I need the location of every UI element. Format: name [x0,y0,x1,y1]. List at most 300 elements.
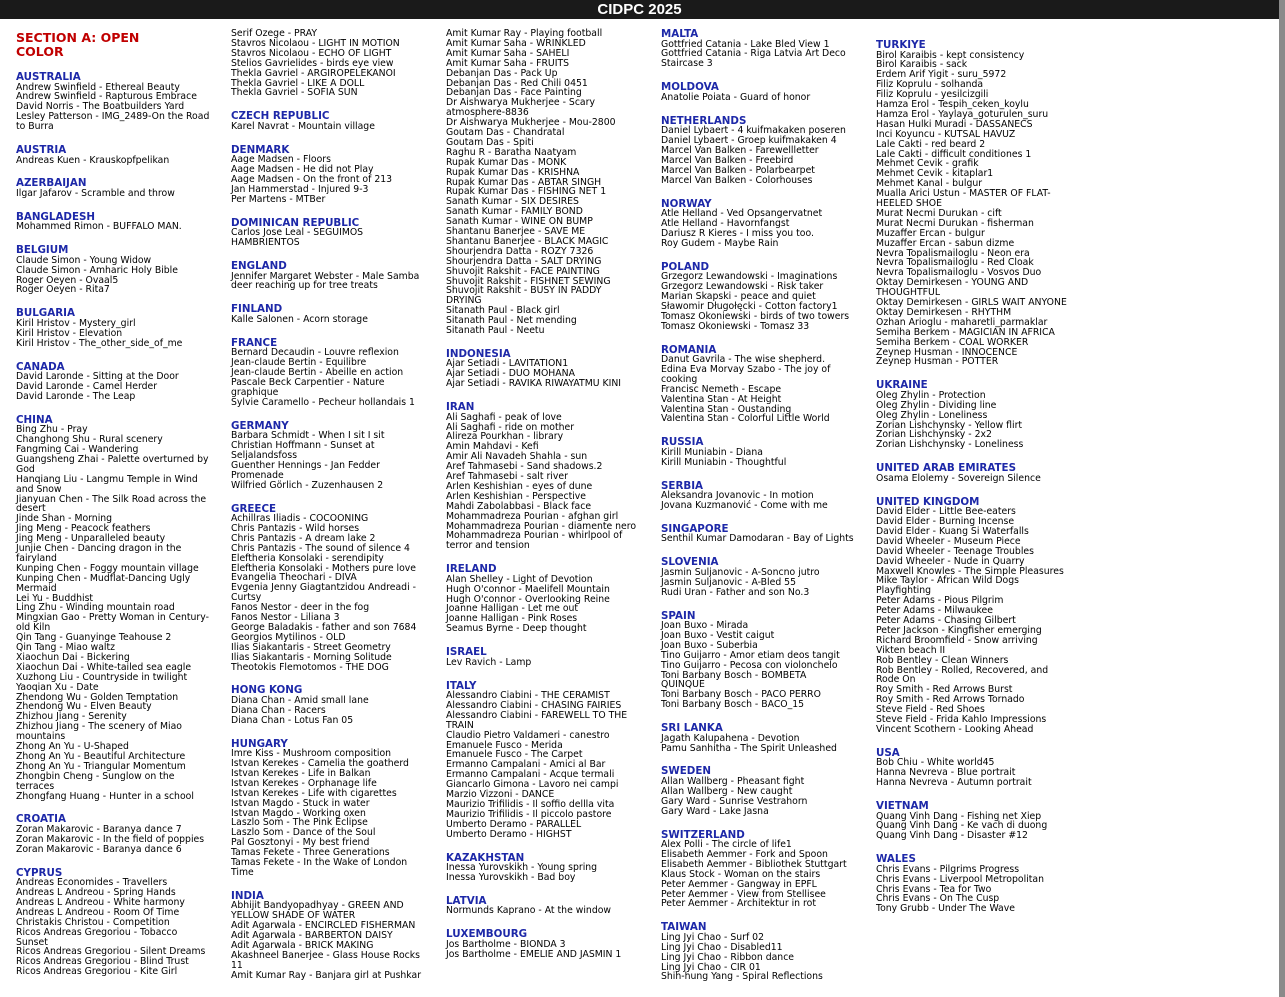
entry-line: Oktay Demirkesen - RHYTHM [876,306,1012,318]
entry-line: fairyland [16,552,57,564]
entry-line: Steve Field - Frida Kahlo Impressions [876,714,1047,725]
entry-line: Gottfried Catania - Riga Latvia Art Deco [661,48,846,60]
country-heading: ROMANIA [661,343,717,356]
entry-line: Stelios Gavrielides - birds eye view [231,57,394,69]
entry-line: Filiz Koprulu - yesilcizgili [876,89,989,101]
entry-line: Tomasz Okoniewski - birds of two towers [661,310,850,322]
entry-line: Daniel Lybaert - 4 kuifmakaken poseren [661,125,846,137]
entry-line: Dr Aishwarya Mukherjee - Scary [446,97,595,109]
entry-line: Andreas L Andreou - Room Of Time [16,906,180,918]
entry-line: Chris Pantazis - A dream lake 2 [231,532,376,544]
entry-line: Kiril Hristov - Elevation [16,327,123,339]
entry-line: Claude Simon - Amharic Holy Bible [16,264,178,276]
entry-line: Abhijit Bandyopadhyay - GREEN AND [231,900,404,912]
entry-line: Theotokis Flemotomos - THE DOG [231,661,389,673]
entry-line: Oktay Demirkesen - YOUNG AND [876,277,1029,289]
entry-line: HAMBRIENTOS [231,237,300,249]
entry-line: Chris Pantazis - Wild horses [231,522,360,534]
entry-line: Roger Oeyen - Rita7 [16,284,110,296]
entry-line: Umberto Deramo - HIGHST [446,828,572,840]
entry-line: Amit Kumar Saha - FRUITS [446,57,570,69]
entry-line: Nevra Topalismailoglu - Vosvos Duo [876,267,1042,279]
entry-line: Zoran Makarovic - Baranya dance 7 [16,823,182,835]
entry-line: Qin Tang - Guanyinge Teahouse 2 [16,632,172,644]
entry-line: Giancarlo Gimona - Lavoro nei campi [446,779,619,791]
entry-line: Xuzhong Liu - Countryside in twilight [16,671,188,683]
entry-line: Osama Elolemy - Sovereign Silence [876,472,1041,484]
entry-line: Mehmet Cevik - grafik [876,158,979,170]
entry-line: Valentina Stan - At Height [661,393,782,405]
entry-line: Pamu Sanhitha - The Spirit Unleashed [661,742,837,754]
entry-line: Ermanno Campalani - Amici al Bar [446,759,606,771]
country-heading: ITALY [446,679,477,692]
country-heading: LATVIA [446,894,487,907]
entry-line: Zoran Makarovic - Baranya dance 6 [16,843,182,855]
entry-line: Marcel Van Balken - Freebird [661,154,794,166]
country-heading: CANADA [16,360,65,373]
entry-line: Toni Barbany Bosch - BOMBETA [661,669,807,681]
entry-line: YELLOW SHADE OF WATER [231,910,356,922]
entry-line: Zorian Lishchynsky - Loneliness [876,439,1024,451]
entry-line: Akashneel Banerjee - Glass House Rocks [231,949,420,961]
country-heading: FINLAND [231,303,283,316]
entry-line: Mehmet Kanal - bulgur [876,178,983,190]
entry-line: Kiril Hristov - Mystery_girl [16,317,136,329]
entry-line: Nevra Topalismailoglu - Red Cloak [876,257,1034,269]
entry-line: Birol Karaibis - kept consistency [876,49,1025,61]
entry-line: Shantanu Banerjee - BLACK MAGIC [446,235,609,247]
entry-line: Debanjan Das - Face Painting [446,87,582,99]
entry-line: Marian Skapski - peace and quiet [661,290,816,302]
entry-line: Barbara Schmidt - When I sit I sit [231,430,385,442]
entry-line: Fanos Nestor - deer in the fog [231,602,370,614]
entry-line: Shuvojit Rakshit - FISHNET SEWING [446,275,611,287]
entry-line: Muzaffer Ercan - bulgur [876,227,985,239]
entry-line: Rob Bentley - Clean Winners [876,654,1009,666]
entry-line: Raghu R - Baratha Naatyam [446,146,577,158]
entry-line: Sitanath Paul - Net mending [446,315,577,327]
entry-line: Christakis Christou - Competition [16,916,170,928]
entry-line: Lale Cakti - difficult conditiones 1 [876,148,1032,160]
entry-line: Valentina Stan - Colorful Little World [661,413,830,425]
entry-line: Zhong An Yu - U-Shaped [16,741,129,752]
country-heading: CZECH REPUBLIC [231,110,330,123]
country-heading: UNITED ARAB EMIRATES [876,462,1016,475]
entry-line: Daniel Lybaert - Groep kuifmakaken 4 [661,135,837,146]
entry-line: Ermanno Campalani - Acque termali [446,769,615,781]
entry-line: HEELED SHOE [876,198,942,209]
entry-line: Alessandro Ciabini - FAREWELL TO THE [446,709,628,721]
entry-line: Eleftheria Konsolaki - Mothers pure love [231,562,417,574]
entry-line: Jasmin Suljanovic - A-Soncno jutro [661,566,820,578]
entry-line: Andreas Kuen - Krauskopfpelikan [16,154,170,166]
country-heading: BULGARIA [16,307,75,320]
entry-line: David Elder - Little Bee-eaters [876,506,1016,518]
country-heading: CROATIA [16,813,66,826]
entry-line: Istvan Kerekes - Orphanage life [231,777,377,789]
entry-line: Allan Wallberg - New caught [661,785,793,797]
entry-line: terraces [16,780,55,792]
entry-line: David Norris - The Boatbuilders Yard [16,101,185,113]
entry-line: Ling Zhu - Winding mountain road [16,602,175,614]
entry-line: Francisc Nemeth - Escape [661,383,782,395]
entry-line: Goutam Das - Spiti [446,136,534,148]
entry-line: Umberto Deramo - PARALLEL [446,818,582,830]
entry-line: Aref Tahmasebi - salt river [446,471,568,482]
entry-line: Claudio Pietro Valdameri - canestro [446,729,610,741]
entry-line: Jennifer Margaret Webster - Male Samba [231,270,420,282]
entry-line: Murat Necmi Durukan - fisherman [876,217,1034,229]
entry-line: terror and tension [446,540,530,552]
entry-line: Peter Aemmer - Gangway in EPFL [661,878,817,890]
country-heading: ISRAEL [446,646,487,659]
entry-line: Quang Vinh Dang - Fishing net Xiep [876,810,1042,822]
entry-line: Zhendong Wu - Elven Beauty [16,701,152,713]
entry-line: Alan Shelley - Light of Devotion [446,573,593,585]
entry-line: Lesley Patterson - IMG_2489-On the Road [16,111,210,123]
entry-line: Alex Polli - The circle of life1 [661,839,792,850]
entry-line: Rupak Kumar Das - KRISHNA [446,166,580,178]
entry-line: Valentina Stan - Oustanding [661,403,792,415]
entry-line: Wilfried Görlich - Zuzenhausen 2 [231,479,384,491]
country-heading: NORWAY [661,197,712,210]
entry-line: Zeynep Husman - INNOCENCE [876,346,1018,358]
entry-line: deer reaching up for tree treats [231,280,378,292]
entry-line: Sunset [16,936,48,948]
entry-line: Time [231,866,254,878]
entry-line: Jing Meng - Peacock feathers [16,523,151,535]
entry-line: Amit Kumar Ray - Banjara girl at Pushkar [231,969,422,981]
country-heading: IRELAND [446,563,497,576]
entry-line: Ozhan Arioglu - maharetli_parmaklar [876,316,1048,328]
entry-line: Rupak Kumar Das - FISHING NET 1 [446,186,607,198]
entry-line: Guangsheng Zhai - Palette overturned by [16,453,209,465]
entry-line: Aage Madsen - He did not Play [231,164,374,176]
entry-line: mountains [16,731,66,743]
entry-line: Shourjendra Datta - SALT DRYING [446,255,602,267]
entry-line: Zoran Makarovic - In the field of poppies [16,833,205,845]
country-heading: HONG KONG [231,684,303,697]
entry-line: Vincent Scothern - Looking Ahead [876,723,1034,735]
entry-line: Steve Field - Red Shoes [876,704,985,716]
entry-line: Peter Jackson - Kingfisher emerging [876,624,1042,636]
entry-line: Fangming Cai - Wandering [16,444,139,455]
entry-line: Goutam Das - Chandratal [446,127,565,138]
entry-line: Staircase 3 [661,58,713,70]
entry-line: Diana Chan - Lotus Fan 05 [231,714,354,726]
entry-line: Pal Gosztonyi - My best friend [231,837,370,849]
entry-line: Chris Evans - Tea for Two [876,883,992,895]
entry-line: Lei Yu - Buddhist [16,592,94,604]
entry-line: Hanna Nevreva - Blue portrait [876,767,1016,779]
entry-line: Hugh O'connor - Maelifell Mountain [446,583,610,595]
country-heading: TAIWAN [661,921,707,934]
entry-line: old Kiln [16,622,51,634]
entry-line: Rupak Kumar Das - ABTAR SINGH [446,176,602,188]
entry-line: Jean-claude Bertin - Equilibre [231,357,367,369]
entry-line: Tony Grubb - Under The Wave [876,903,1015,915]
entry-line: Toni Barbany Bosch - BACO_15 [661,699,805,711]
window-edge [1279,0,1285,997]
entry-line: Sitanath Paul - Black girl [446,305,560,317]
entry-line: Kirill Muniabin - Diana [661,446,763,458]
entry-line: Ricos Andreas Gregoriou - Blind Trust [16,956,189,968]
entry-line: Elisabeth Aemmer - Bibliothek Stuttgart [661,858,847,870]
entry-line: Peter Aemmer - View from Stellisee [661,888,826,900]
entry-line: Jos Bartholme - EMELIE AND JASMIN 1 [446,948,622,960]
entry-line: Ilgar Jafarov - Scramble and throw [16,187,175,199]
country-heading: GREECE [231,502,277,515]
entry-line: David Elder - Kuang Si Waterfalls [876,525,1029,537]
entry-line: cooking [661,373,698,385]
entry-line: Edina Eva Morvay Szabo - The joy of [661,363,831,375]
entry-line: Shourjendra Datta - ROZY 7326 [446,245,594,257]
entry-line: Ling Jyi Chao - Ribbon dance [661,951,795,963]
entry-line: Ajar Setiadi - DUO MOHANA [446,368,575,380]
entry-line: Claude Simon - Young Widow [16,254,152,266]
entry-line: Imre Kiss - Mushroom composition [231,748,392,760]
entry-line: Tino Guijarro - Pecosa con violonchelo [661,659,838,671]
country-heading: DENMARK [231,143,290,156]
entry-line: Grzegorz Lewandowski - Imaginations [661,271,838,283]
entry-line: Normunds Kaprano - At the window [446,905,612,917]
entry-line: Lale Cakti - red beard 2 [876,138,986,150]
entry-line: Chris Evans - Pilgrims Progress [876,863,1020,875]
entry-line: Aage Madsen - Floors [231,154,331,166]
entry-line: Mohammadreza Pourian - whirlpool of [446,530,623,542]
entry-line: Nevra Topalismailoglu - Neon era [876,247,1030,259]
entry-line: Mike Taylor - African Wild Dogs [876,575,1019,587]
entry-line: Ling Jyi Chao - Disabled11 [661,941,783,953]
entry-line: Diana Chan - Amid small lane [231,694,369,706]
entry-line: Rudi Uran - Father and son No.3 [661,586,810,598]
country-heading: AUSTRALIA [16,71,81,83]
entry-line: 11 [231,959,243,971]
entry-line: Kunping Chen - Mudflat-Dancing Ugly [16,572,191,584]
country-heading: SERBIA [661,479,704,492]
entry-line: Atle Helland - Ved Opsangervatnet [661,208,823,219]
entry-line: Sanath Kumar - WINE ON BUMP [446,216,593,228]
entry-line: Tino Guijarro - Amor etiam deos tangit [661,649,840,661]
entry-line: Shih-hung Yang - Spiral Reflections [661,971,823,983]
entry-line: Shuvojit Rakshit - FACE PAINTING [446,265,600,277]
entry-line: Promenade [231,469,284,481]
entry-line: Peter Aemmer - Architektur in rot [661,898,816,910]
entry-line: Adit Agarwala - ENCIRCLED FISHERMAN [231,920,416,932]
entry-line: Maurizio Trifilidis - Il piccolo pastore [446,808,612,820]
entry-line: Inci Koyuncu - KUTSAL HAVUZ [876,128,1016,140]
country-heading: UKRAINE [876,379,928,392]
entry-line: Arlen Keshishian - eyes of dune [446,480,593,492]
entry-line: Istvan Kerekes - Life with cigarettes [231,787,397,799]
entry-line: Andrew Swinfield - Rapturous Embrace [16,91,197,103]
entry-line: Shantanu Banerjee - SAVE ME [446,226,586,237]
entry-line: Quang Vinh Dang - Ke vach di duong [876,820,1048,832]
country-heading: VIETNAM [876,800,929,812]
entry-line: Kirill Muniabin - Thoughtful [661,456,787,468]
entry-line: Joan Buxo - Mirada [661,620,749,631]
entry-line: Istvan Kerekes - Camelia the goatherd [231,758,409,769]
entry-line: Andreas L Andreou - White harmony [16,896,185,908]
entry-line: Inessa Yurovskikh - Bad boy [446,871,576,883]
entry-line: Jos Bartholme - BIONDA 3 [446,938,566,950]
entry-line: Maurizio Trifilidis - Il soffio dellla vita [446,798,615,810]
entry-line: Muzaffer Ercan - sabun dizme [876,237,1015,249]
entry-line: Aref Tahmasebi - Sand shadows.2 [446,461,603,473]
country-heading: TURKIYE [876,39,926,51]
entry-line: Ali Saghafi - peak of love [446,411,562,423]
entry-line: George Baladakis - father and son 7684 [231,621,417,633]
country-heading: POLAND [661,260,709,273]
entry-line: Kiril Hristov - The_other_side_of_me [16,337,183,349]
entry-line: Oleg Zhylin - Loneliness [876,409,988,421]
entry-line: Jan Hammerstad - Injured 9-3 [231,183,369,195]
entry-line: Gary Ward - Lake Jasna [661,805,769,817]
entry-line: Tamas Fekete - In the Wake of London [231,857,408,868]
entry-line: Richard Broomfield - Snow arriving [876,634,1038,646]
entry-line: Istvan Magdo - Stuck in water [231,797,370,809]
entry-line: Toni Barbany Bosch - PACO PERRO [661,689,821,701]
entry-line: Mehmet Cevik - kitaplar1 [876,168,994,180]
entry-line: Istvan Kerekes - Life in Balkan [231,767,371,779]
entry-line: Ali Saghafi - ride on mother [446,421,575,433]
entry-line: Ricos Andreas Gregoriou - Silent Dreams [16,946,206,958]
country-heading: KAZAKHSTAN [446,851,525,864]
entry-line: Evangelia Theochari - DIVA [231,572,357,584]
entry-line: Carlos Jose Leal - SEGUIMOS [231,227,364,239]
country-heading: CYPRUS [16,866,63,879]
entry-line: Bing Zhu - Pray [16,424,88,436]
entry-line: Stavros Nicolaou - LIGHT IN MOTION [231,37,400,49]
entry-line: David Laronde - Camel Herder [16,380,158,392]
entry-line: Joan Buxo - Suberbia [661,639,758,651]
entry-line: Mingxian Gao - Pretty Woman in Century- [16,612,209,624]
entry-line: Ajar Setiadi - RAVIKA RIWAYATMU KINI [446,378,622,390]
entry-line: Chris Evans - On The Cusp [876,893,1000,905]
entry-line: David Wheeler - Teenage Troubles [876,545,1034,557]
country-heading: RUSSIA [661,436,704,449]
entry-line: Marcel Van Balken - Colorhouses [661,174,813,186]
country-heading: FRANCE [231,336,278,349]
entry-line: Roy Smith - Red Arrows Tornado [876,694,1025,706]
entry-line: Zhong An Yu - Triangular Momentum [16,760,186,772]
entry-line: Christian Hoffmann - Sunset at [231,440,375,451]
entry-line: Amin Mahdavi - Kefi [446,441,539,453]
entry-line: Murat Necmi Durukan - cift [876,207,1002,219]
entry-line: Adit Agarwala - BRICK MAKING [231,939,374,951]
entry-line: Mualla Arici Ustun - MASTER OF FLAT- [876,188,1051,200]
country-heading: UNITED KINGDOM [876,495,980,508]
entry-line: graphique [231,386,279,398]
entry-line: Lev Ravich - Lamp [446,656,532,668]
entry-line: Alessandro Ciabini - THE CERAMIST [446,690,610,701]
entry-line: Gottfried Catania - Lake Bled View 1 [661,38,830,50]
entry-line: Evgenia Jenny Giagtantzidou Andreadi - [231,582,416,594]
entry-line: Fanos Nestor - Liliana 3 [231,612,340,623]
entry-line: Eleftheria Konsolaki - serendipity [231,552,384,564]
entry-line: Serif Ozege - PRAY [231,28,318,39]
country-heading: BANGLADESH [16,210,96,223]
entry-line: Xiaochun Dai - White-tailed sea eagle [16,661,192,673]
entry-line: Andreas Economides - Travellers [16,877,168,889]
entry-line: Marzio Vizzoni - DANCE [446,789,555,800]
entry-line: Sanath Kumar - SIX DESIRES [446,196,579,208]
entry-line: Seamus Byrne - Deep thought [446,623,587,635]
entry-line: Rode On [876,674,916,686]
entry-line: Jianyuan Chen - The Silk Road across the [16,493,207,505]
entry-line: Alessandro Ciabini - CHASING FAIRIES [446,699,622,711]
entry-line: Oleg Zhylin - Protection [876,389,986,401]
country-heading: MALTA [661,28,699,40]
entry-line: Kalle Salonen - Acorn storage [231,313,368,325]
entry-line: Sylvie Caramello - Pecheur hollandais 1 [231,396,415,408]
entry-line: Seljalandsfoss [231,449,298,461]
entry-line: Zorian Lishchynsky - 2x2 [876,429,992,441]
country-heading: USA [876,746,900,759]
country-heading: WALES [876,853,916,866]
entry-line: Zeynep Husman - POTTER [876,356,999,368]
entry-line: Joanne Halligan - Pink Roses [446,613,578,625]
entry-line: Diana Chan - Racers [231,704,326,716]
entry-line: Ilias Siakantaris - Morning Solitude [231,651,392,663]
entry-line: Elisabeth Aemmer - Fork and Spoon [661,848,828,860]
entry-line: Joanne Halligan - Let me out [446,603,579,615]
entry-line: Dariusz R Kieres - I miss you too. [661,227,814,239]
entry-line: Filiz Koprulu - solhanda [876,79,984,91]
entry-line: Amit Kumar Saha - WRINKLED [446,37,586,49]
entry-line: Thekla Gavriel - ARGIROPELEKANOI [231,67,396,79]
entry-line: Yaoqian Xu - Date [16,681,99,693]
entry-line: Allan Wallberg - Pheasant fight [661,775,805,787]
entry-line: Zorian Lishchynsky - Yellow flirt [876,419,1023,431]
entry-line: Peter Adams - Milwaukee [876,605,993,617]
page-title: CIDPC 2025 [0,0,1279,19]
entry-line: Atle Helland - Havornfangst [661,217,790,229]
entry-line: Ricos Andreas Gregoriou - Tobacco [16,926,178,938]
entry-line: Per Martens - MTBer [231,193,326,205]
entry-line: Dr Aishwarya Mukherjee - Mou-2800 [446,117,616,129]
entry-line: QUINQUE [661,679,705,691]
entry-line: Changhong Shu - Rural scenery [16,434,163,446]
entry-line: Ilias Siakantaris - Street Geometry [231,641,391,653]
entry-line: Danut Gavrila - The wise shepherd. [661,354,826,365]
entry-line: Jinde Shan - Morning [16,513,113,525]
country-heading: AZERBAIJAN [16,177,87,190]
entry-line: to Burra [16,121,54,133]
entry-line: Stavros Nicolaou - ECHO OF LIGHT [231,47,392,59]
entry-line: Hamza Erol - Tespih_ceken_koylu [876,99,1029,110]
entry-line: Peter Adams - Pious Pilgrim [876,595,1004,607]
entry-line: Chris Pantazis - The sound of silence 4 [231,542,410,554]
country-heading: GERMANY [231,419,289,432]
entry-line: Jagath Kalupahena - Devotion [661,732,800,744]
entry-line: Amit Kumar Saha - SAHELI [446,47,570,59]
entry-line: Oleg Zhylin - Dividing line [876,399,997,411]
entry-line: Playfighting [876,585,932,597]
entry-line: Sanath Kumar - FAMILY BOND [446,206,583,218]
entry-line: Birol Karaibis - sack [876,59,968,71]
entry-line: David Laronde - Sitting at the Door [16,371,179,382]
entry-line: Adit Agarwala - BARBERTON DAISY [231,930,393,941]
entry-line: Zhizhou Jiang - Serenity [16,711,127,723]
entry-line: Jasmin Suljanovic - A-Bled 55 [661,576,797,588]
section-title: SECTION A: OPEN COLOR [16,30,140,59]
entry-line: Ricos Andreas Gregoriou - Kite Girl [16,966,178,978]
entry-line: Amit Kumar Ray - Playing football [446,28,603,39]
entry-line: Georgios Mytilinos - OLD [231,631,346,643]
entry-line: Ling Jyi Chao - Surf 02 [661,931,765,943]
entry-line: Zhendong Wu - Golden Temptation [16,691,179,703]
